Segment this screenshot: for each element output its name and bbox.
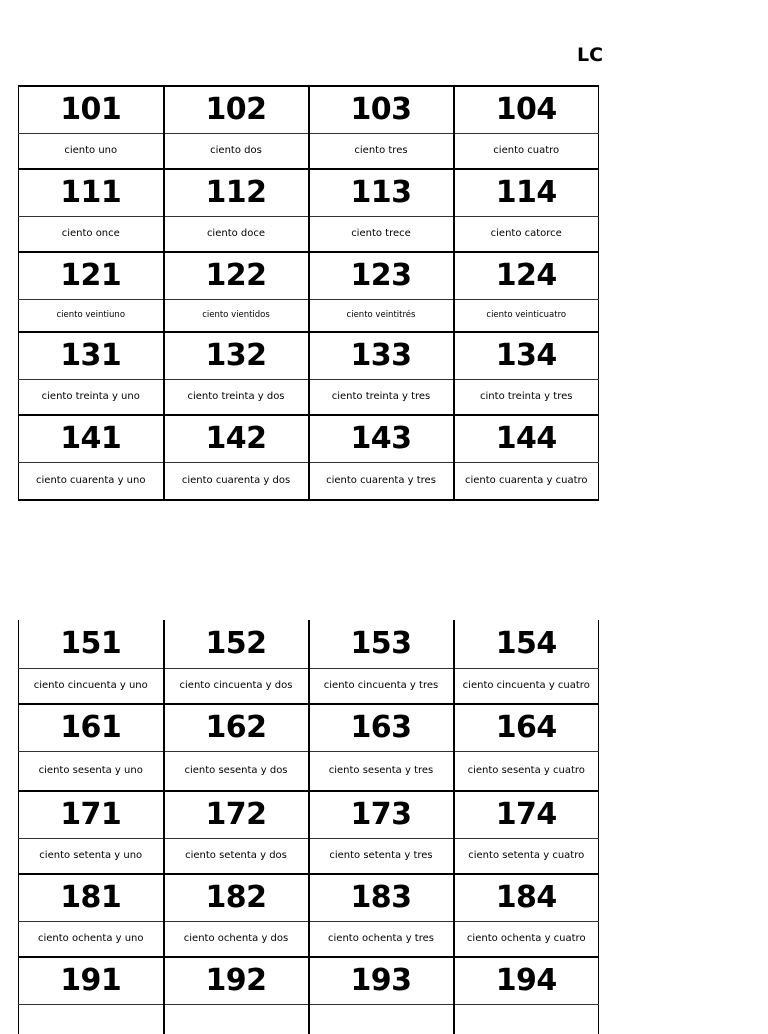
word-cell: ciento treinta y dos	[164, 379, 309, 415]
number-row	[19, 169, 599, 216]
word-cell	[454, 1004, 599, 1034]
number-cell: 151	[19, 620, 164, 668]
word-cell: ciento trece	[309, 216, 454, 252]
word-cell: ciento ochenta y uno	[19, 921, 164, 957]
number-cell: 181	[19, 874, 164, 921]
number-cell: 182	[164, 874, 309, 921]
number-cell: 113	[309, 169, 454, 216]
word-row	[19, 379, 599, 415]
word-cell: ciento veintitrés	[309, 299, 454, 332]
word-cell: ciento sesenta y tres	[309, 751, 454, 791]
word-cell: ciento setenta y uno	[19, 838, 164, 874]
number-cell: 164	[454, 704, 599, 751]
number-cell: 131	[19, 332, 164, 379]
number-row	[19, 252, 599, 299]
word-cell: ciento setenta y tres	[309, 838, 454, 874]
word-cell: ciento tres	[309, 133, 454, 169]
number-cell: 141	[19, 415, 164, 462]
number-cell: 191	[19, 957, 164, 1004]
number-cell: 104	[454, 86, 599, 133]
number-cell: 101	[19, 86, 164, 133]
page-title: LC	[577, 44, 604, 66]
number-cell: 133	[309, 332, 454, 379]
word-cell: ciento cuarenta y dos	[164, 462, 309, 500]
word-cell	[19, 1004, 164, 1034]
number-cell: 163	[309, 704, 454, 751]
word-cell: ciento cuatro	[454, 133, 599, 169]
number-cell: 122	[164, 252, 309, 299]
number-table-1	[18, 85, 599, 501]
word-cell: ciento setenta y dos	[164, 838, 309, 874]
number-row	[19, 620, 599, 668]
word-row	[19, 1004, 599, 1034]
number-cell: 143	[309, 415, 454, 462]
word-cell: ciento dos	[164, 133, 309, 169]
word-cell: ciento veinticuatro	[454, 299, 599, 332]
word-row	[19, 462, 599, 500]
word-cell: ciento once	[19, 216, 164, 252]
word-cell: ciento sesenta y dos	[164, 751, 309, 791]
number-cell: 171	[19, 791, 164, 838]
number-cell: 173	[309, 791, 454, 838]
word-cell: ciento treinta y tres	[309, 379, 454, 415]
word-row	[19, 299, 599, 332]
word-cell: ciento catorce	[454, 216, 599, 252]
word-cell: ciento sesenta y uno	[19, 751, 164, 791]
number-cell: 153	[309, 620, 454, 668]
word-cell: ciento ochenta y tres	[309, 921, 454, 957]
word-row	[19, 668, 599, 704]
number-cell: 132	[164, 332, 309, 379]
word-cell: ciento sesenta y cuatro	[454, 751, 599, 791]
word-row	[19, 216, 599, 252]
word-cell: ciento doce	[164, 216, 309, 252]
word-cell	[164, 1004, 309, 1034]
number-cell: 154	[454, 620, 599, 668]
word-row	[19, 921, 599, 957]
number-cell: 152	[164, 620, 309, 668]
word-cell: ciento cincuenta y cuatro	[454, 668, 599, 704]
word-cell: ciento veintiuno	[19, 299, 164, 332]
word-cell: ciento cincuenta y dos	[164, 668, 309, 704]
word-cell	[309, 1004, 454, 1034]
number-cell: 144	[454, 415, 599, 462]
number-row	[19, 86, 599, 133]
word-cell: ciento cuarenta y cuatro	[454, 462, 599, 500]
number-cell: 142	[164, 415, 309, 462]
number-row	[19, 704, 599, 751]
word-cell: cinto treinta y tres	[454, 379, 599, 415]
word-cell: ciento vientidos	[164, 299, 309, 332]
number-row	[19, 415, 599, 462]
number-cell: 161	[19, 704, 164, 751]
number-row	[19, 957, 599, 1004]
word-cell: ciento uno	[19, 133, 164, 169]
number-cell: 124	[454, 252, 599, 299]
number-cell: 111	[19, 169, 164, 216]
word-cell: ciento cincuenta y uno	[19, 668, 164, 704]
word-cell: ciento ochenta y cuatro	[454, 921, 599, 957]
word-cell: ciento treinta y uno	[19, 379, 164, 415]
number-cell: 193	[309, 957, 454, 1004]
number-cell: 102	[164, 86, 309, 133]
word-row	[19, 133, 599, 169]
word-cell: ciento cuarenta y uno	[19, 462, 164, 500]
number-cell: 172	[164, 791, 309, 838]
number-cell: 103	[309, 86, 454, 133]
number-cell: 123	[309, 252, 454, 299]
number-cell: 162	[164, 704, 309, 751]
number-cell: 112	[164, 169, 309, 216]
number-row	[19, 791, 599, 838]
number-cell: 114	[454, 169, 599, 216]
word-cell: ciento cincuenta y tres	[309, 668, 454, 704]
word-cell: ciento setenta y cuatro	[454, 838, 599, 874]
number-row	[19, 332, 599, 379]
number-cell: 194	[454, 957, 599, 1004]
word-row	[19, 838, 599, 874]
number-table-2	[18, 620, 599, 1034]
word-row	[19, 751, 599, 791]
number-cell: 134	[454, 332, 599, 379]
number-cell: 183	[309, 874, 454, 921]
number-cell: 174	[454, 791, 599, 838]
word-cell: ciento cuarenta y tres	[309, 462, 454, 500]
word-cell: ciento ochenta y dos	[164, 921, 309, 957]
number-row	[19, 874, 599, 921]
number-cell: 121	[19, 252, 164, 299]
number-cell: 184	[454, 874, 599, 921]
number-cell: 192	[164, 957, 309, 1004]
